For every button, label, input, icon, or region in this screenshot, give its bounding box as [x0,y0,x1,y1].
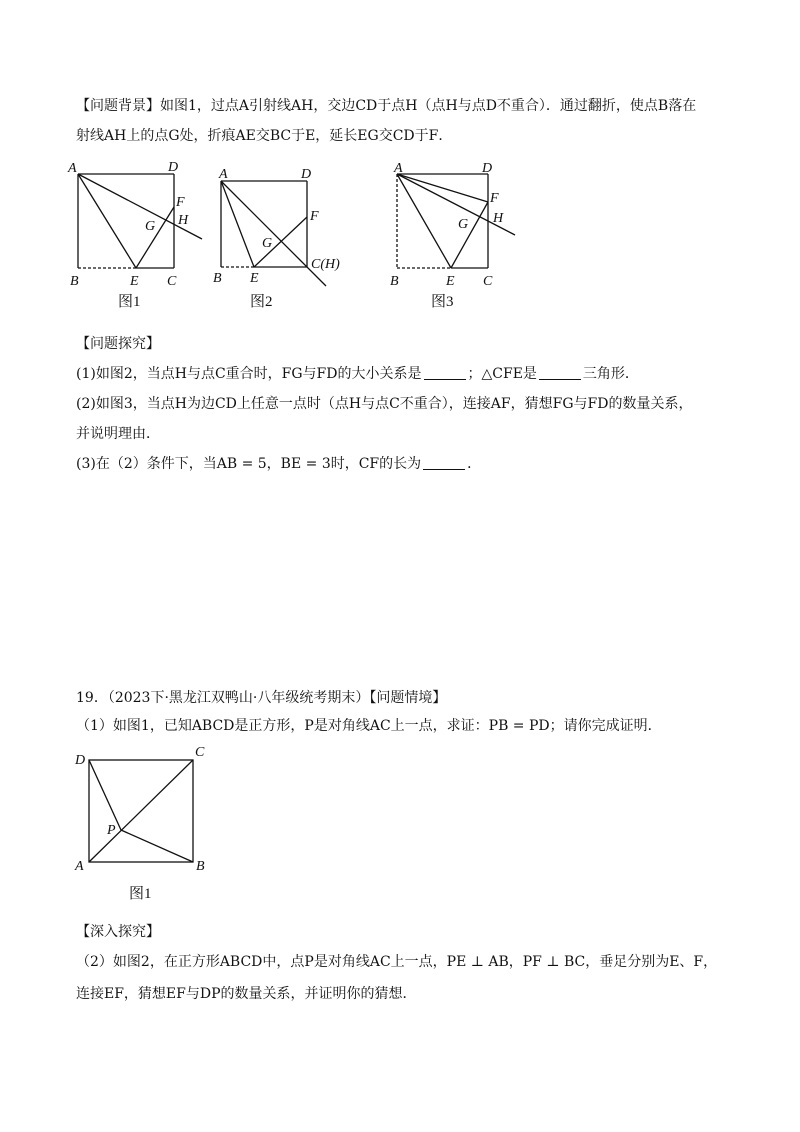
segment-pd [89,760,121,830]
p19-label-p: P [107,823,116,838]
fig1-label-c: C [167,274,177,289]
fig3-label-h: H [493,211,504,226]
fig1-label-e: E [130,274,139,289]
fig3-label-f: F [490,191,499,206]
q1-blank-2[interactable] [539,365,581,380]
question-2-line-1: (2)如图3，当点H为边CD上任意一点时（点H与点C不重合），连接AF，猜想FG与FD的数量关系， [76,396,693,412]
fig3-caption: 图3 [431,294,454,310]
q1-text-a: (1)如图2，当点H与点C重合时，FG与FD的大小关系是 [76,366,422,382]
p19-label-c: C [195,745,205,760]
q3-blank[interactable] [423,455,465,470]
q1-text-b: ；△CFE是 [467,366,537,382]
fig1-label-h: H [178,213,189,228]
fig3-label-a: A [394,161,403,176]
fig1-caption: 图1 [118,294,141,310]
fig2-label-e: E [250,271,259,286]
fig1-label-g: G [145,219,156,234]
q3-text-b: ． [467,456,482,472]
figure-2 [210,155,360,335]
diagonal-ac [89,760,193,862]
fig3-label-g: G [458,217,469,232]
fig2-label-ch: C(H) [311,257,340,272]
p19-figure-caption: 图1 [129,886,152,902]
fig1-label-a: A [68,161,77,176]
fig2-label-f: F [310,209,319,224]
fig1-label-b: B [70,274,79,289]
question-3 [76,454,481,474]
fig3-label-d: D [482,161,493,176]
problem-19-q2-line-1: （2）如图2，在正方形ABCD中，点P是对角线AC上一点，PE ⊥ AB，PF ⊥ BC，垂足分别为E、F， [76,954,718,970]
deep-heading: 【深入探究】 [76,924,160,940]
fig2-fold-ae [221,181,254,267]
fig2-caption: 图2 [250,294,273,310]
problem-19-header: 19．（2023下·黑龙江双鸭山·八年级统考期末）【问题情境】 [76,690,447,706]
fig1-segment-ef [136,207,174,268]
background-heading: 【问题背景】 [76,98,160,114]
question-2-line-2: 并说明理由． [76,426,160,442]
figure-3 [385,155,525,335]
q3-text-a: (3)在（2）条件下，当AB = 5，BE = 3时，CF的长为 [76,456,422,472]
problem-19-figure-1 [66,740,216,905]
segment-pb [121,830,193,862]
problem-19-q2-line-2: 连接EF，猜想EF与DP的数量关系，并证明你的猜想． [76,986,417,1002]
fig3-label-e: E [446,274,455,289]
p19-label-a: A [75,859,84,874]
fig2-label-d: D [301,167,312,182]
figure-1 [66,155,211,335]
background-line-2: 射线AH上的点G处，折痕AE交BC于E，延长EG交CD于F． [76,128,453,144]
fig2-label-a: A [219,167,228,182]
problem-19-q1: （1）如图1，已知ABCD是正方形，P是对角线AC上一点，求证：PB = PD；请你完成证明． [76,718,662,734]
fig2-label-b: B [213,271,222,286]
q1-blank-1[interactable] [424,365,466,380]
fig3-label-b: B [390,274,399,289]
fig3-label-c: C [483,274,493,289]
p19-label-d: D [75,753,86,768]
fig2-label-g: G [262,236,273,251]
fig1-label-f: F [176,195,185,210]
background-text-1: 如图1，过点A引射线AH，交边CD于点H（点H与点D不重合）．通过翻折，使点B落在 [160,98,697,114]
fig1-label-d: D [168,160,179,175]
fig1-fold-ae [78,174,136,268]
background-line-1 [76,96,696,116]
question-1 [76,364,639,384]
q1-text-c: 三角形． [582,366,639,382]
p19-label-b: B [196,859,205,874]
explore-heading: 【问题探究】 [76,336,160,352]
